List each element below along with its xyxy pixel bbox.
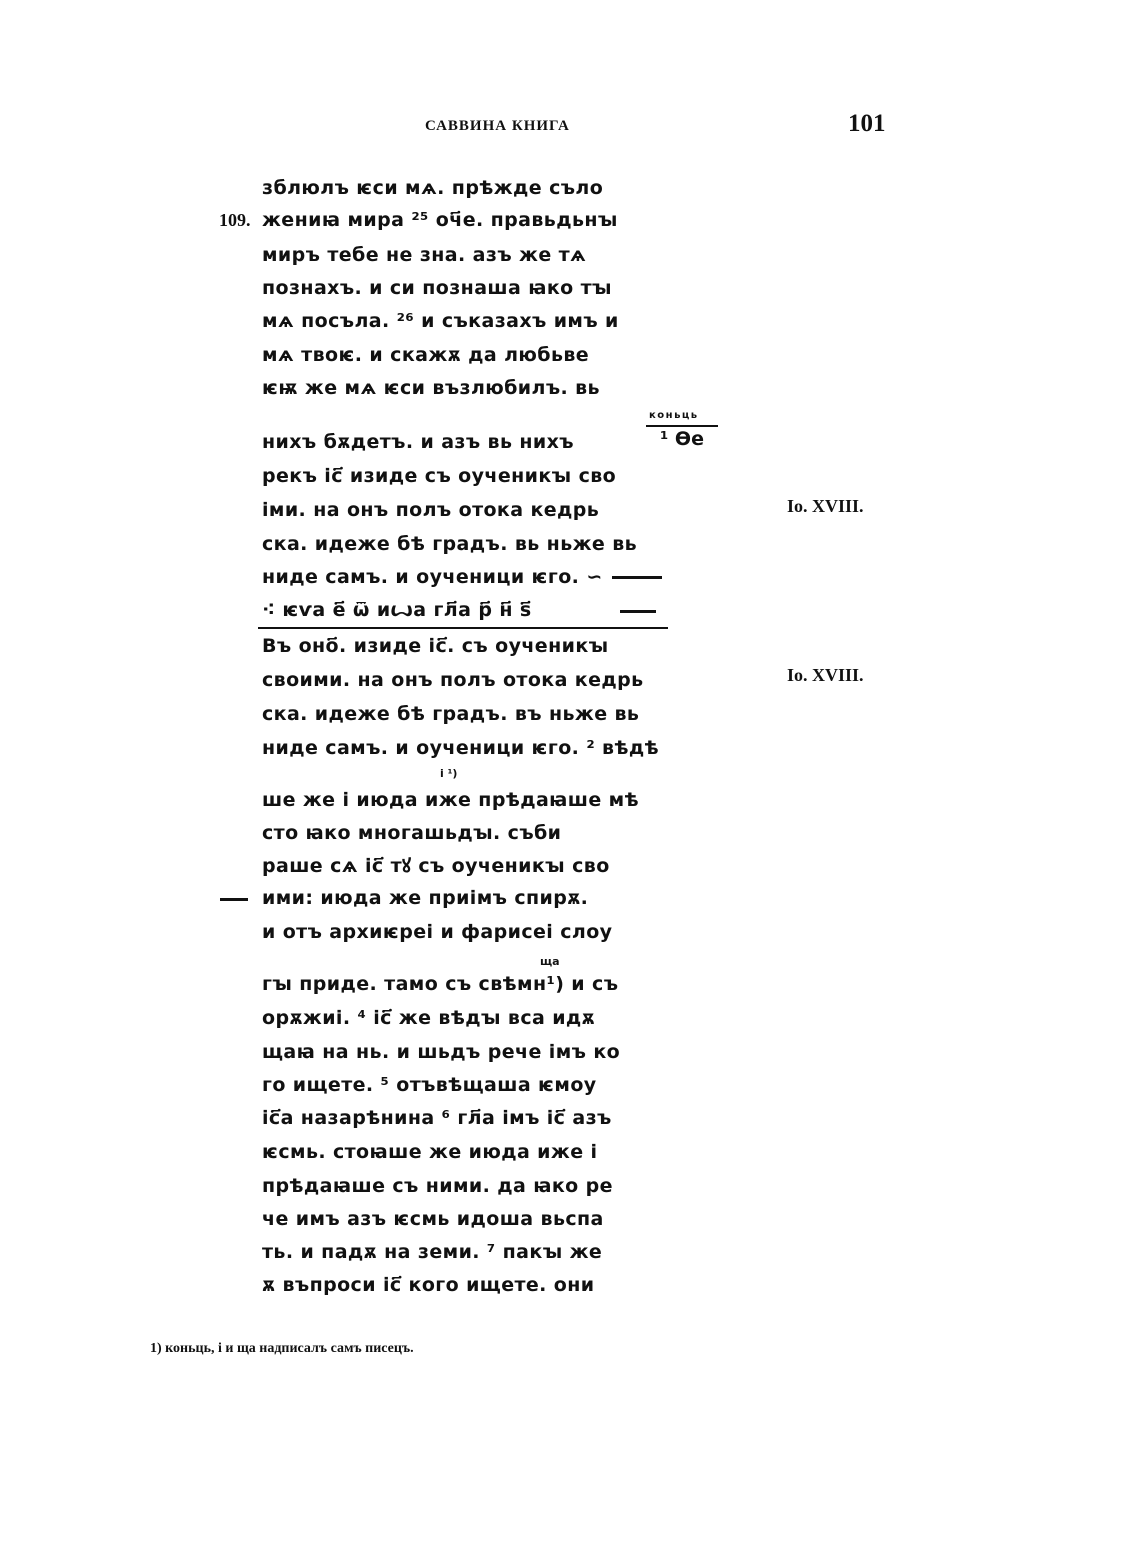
text-line: прѣдаꙗше съ ними. да ꙗко ре — [262, 1175, 613, 1197]
section-rule — [258, 627, 668, 629]
section-dash — [612, 576, 662, 579]
text-line: ниде самъ. и оученици ѥго. ² вѣдѣ — [262, 737, 659, 759]
text-line: го ищете. ⁵ отъвѣщаша ѥмоу — [262, 1074, 597, 1096]
running-title: САВВИНА КНИГА — [425, 118, 570, 134]
text-line: іми. на онъ полъ отока кедрь — [262, 499, 600, 521]
text-line: жениꙗ мира ²⁵ оч҃е. правьдьнꙑ — [262, 209, 618, 231]
text-line: рекъ іс҃ изиде съ оученикꙑ сво — [262, 465, 617, 487]
text-line: миръ тебе не зна. азъ же тѧ — [262, 244, 587, 266]
text-line: ѫ въпроси іс҃ кого ищете. они — [262, 1274, 595, 1296]
text-line: мѧ твоѥ. и скажѫ да любьве — [262, 344, 590, 366]
text-line: че имъ азъ ѥсмь идоша вьспа — [262, 1208, 604, 1230]
text-line: ими: июда же приімъ спирѫ. — [262, 887, 589, 909]
text-line: мѧ посъла. ²⁶ и съказахъ имъ и — [262, 310, 619, 332]
text-line: нихъ бѫдетъ. и азъ вь нихъ — [262, 431, 574, 453]
text-line: ть. и падѫ на земи. ⁷ пакꙑ же — [262, 1241, 603, 1263]
text-line: ѥсмь. стоꙗше же июда иже і — [262, 1141, 598, 1163]
text-line: ска. идеже бѣ градъ. вь ньже вь — [262, 533, 638, 555]
text-line: іс҃а назарѣнина ⁶ гл҃а імъ іс҃ азъ — [262, 1107, 612, 1129]
text-line: орѫжиі. ⁴ іс҃ же вѣдꙑ вса идѫ — [262, 1007, 596, 1029]
text-line: ⁖ ѥѵа е҃ ѿ иꙍа гл҃а р҃ н҃ ѕ҃ — [262, 599, 532, 621]
text-line: сто ꙗко многашьдꙑ. съби — [262, 822, 562, 844]
text-line: зблюлъ ѥси мѧ. прѣжде съло — [262, 177, 604, 199]
text-line: ска. идеже бѣ градъ. въ ньже вь — [262, 703, 640, 725]
text-line: своими. на онъ полъ отока кедрь — [262, 669, 644, 691]
margin-dash — [220, 898, 248, 901]
page-number: 101 — [848, 110, 886, 137]
text-line: ше же і июда иже прѣдаꙗше мѣ — [262, 789, 639, 811]
text-line: Въ оно҃. изиде іс҃. съ оученикꙑ — [262, 635, 609, 657]
text-line: ѥѭ же мѧ ѥси възлюбилъ. вь — [262, 377, 600, 399]
superscript-note: і ¹) — [440, 767, 458, 780]
side-note-rule — [646, 425, 718, 427]
margin-reference: Io. XVIII. — [787, 496, 864, 516]
side-note-heading: коньць — [649, 410, 699, 421]
footnote: 1) коньць, і и ща надписалъ самъ писецъ. — [150, 1341, 414, 1356]
verse-number: 109. — [219, 210, 251, 230]
section-dash — [620, 610, 656, 613]
text-line: щаꙗ на нь. и шьдъ рече імъ ко — [262, 1041, 621, 1063]
superscript-note: ща — [540, 955, 560, 968]
text-line: познахъ. и си познаша ꙗко тꙑ — [262, 277, 612, 299]
side-note-text: ¹ Ѳе — [660, 428, 704, 450]
margin-reference: Io. XVIII. — [787, 665, 864, 685]
text-line: ниде самъ. и оученици ѥго. ∽ — [262, 566, 603, 588]
text-line: раше сѧ іс҃ тꙋ съ оученикꙑ сво — [262, 855, 610, 877]
text-line: и отъ архиѥреі и фарисеі слоу — [262, 921, 613, 943]
text-line: гꙑ приде. тамо съ свѣмн¹) и съ — [262, 973, 619, 995]
